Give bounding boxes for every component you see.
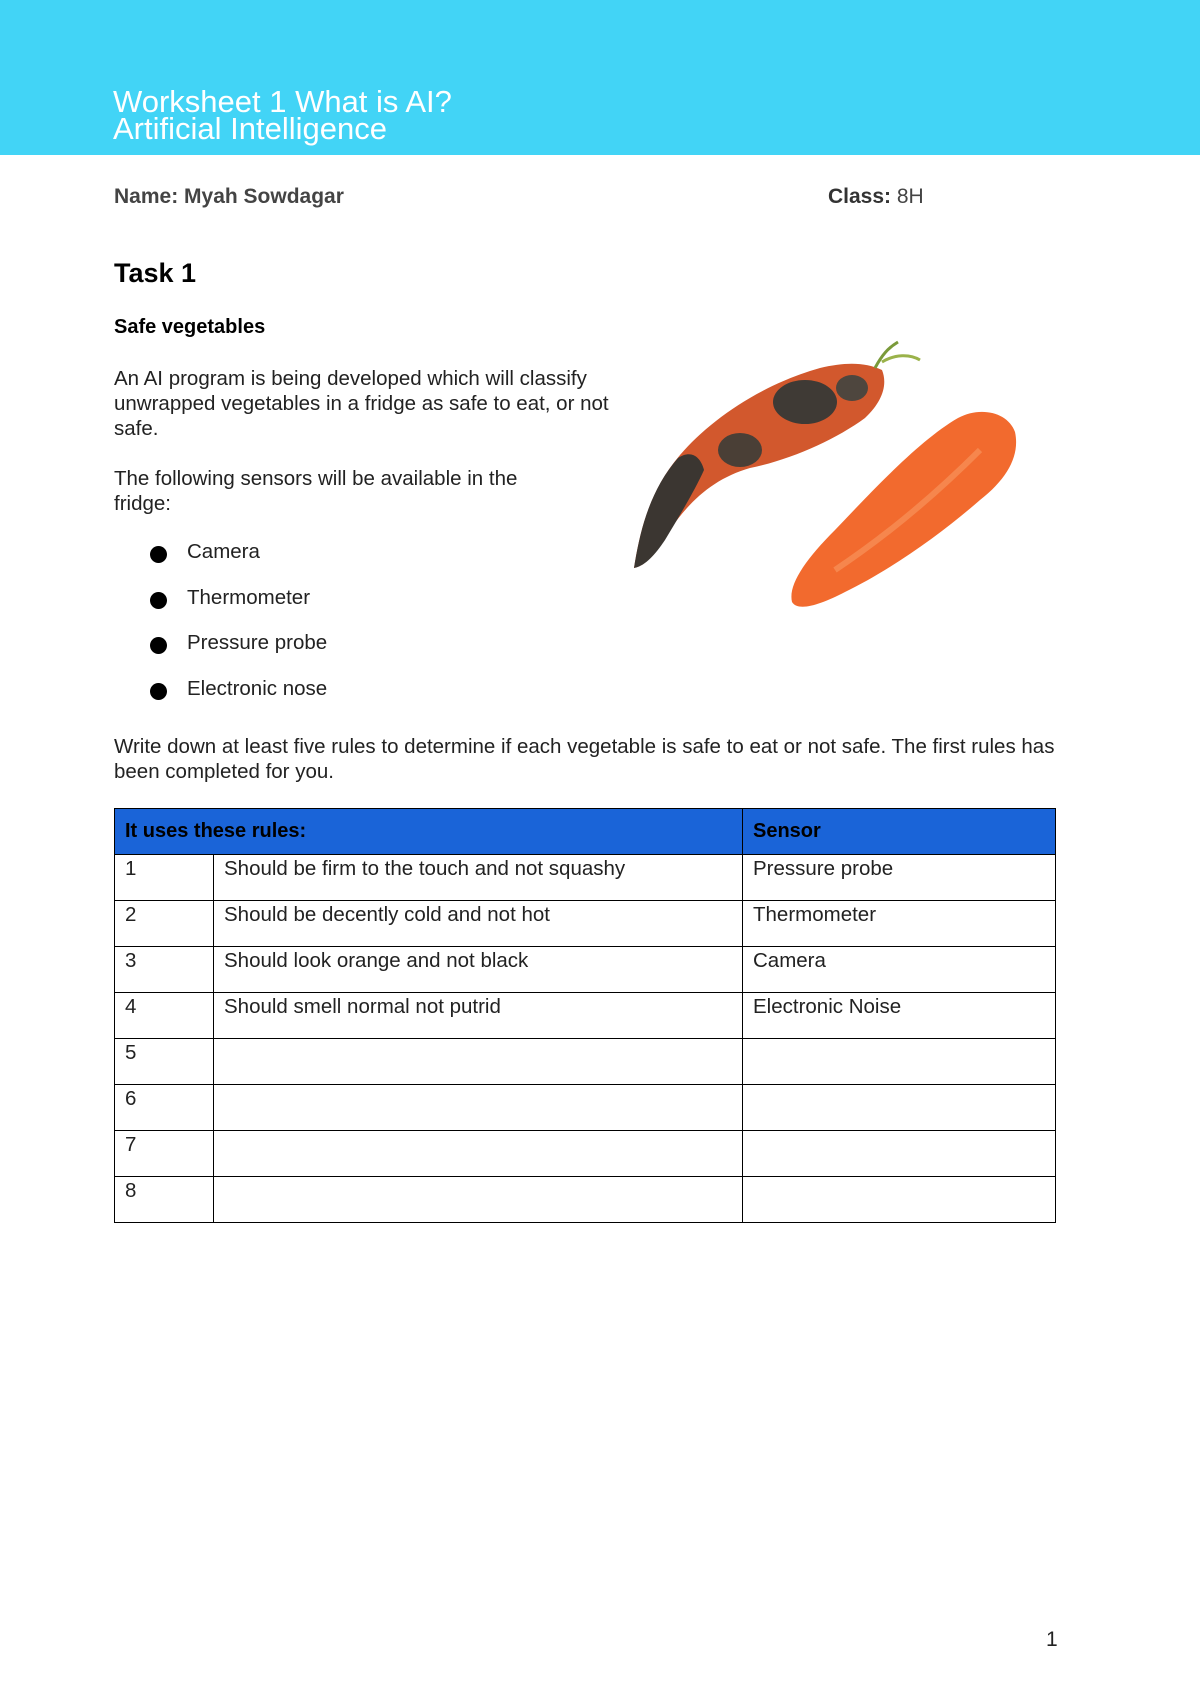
sensor-cell[interactable]: Electronic Noise (743, 993, 1056, 1039)
sensor-label: Electronic nose (187, 676, 328, 700)
table-row (115, 947, 1056, 993)
row-number: 5 (115, 1039, 214, 1085)
class-value: 8H (896, 185, 924, 208)
sensor-cell[interactable] (743, 1131, 1056, 1177)
sensor-list-item (150, 540, 327, 586)
worksheet-subtitle: Artificial Intelligence (113, 111, 387, 146)
row-number: 3 (115, 947, 214, 993)
sensors-intro-paragraph: The following sensors will be available in the fridge: (114, 467, 518, 515)
table-row (115, 1131, 1056, 1177)
rule-cell[interactable] (214, 1177, 743, 1223)
row-number: 6 (115, 1085, 214, 1131)
sensor-cell[interactable]: Camera (743, 947, 1056, 993)
sensor-cell[interactable] (743, 1177, 1056, 1223)
sensor-list-item (150, 631, 327, 677)
sensor-cell[interactable] (743, 1085, 1056, 1131)
carrots-image (620, 340, 1030, 630)
sensor-list (150, 540, 327, 722)
rule-cell[interactable]: Should be firm to the touch and not squashy (214, 855, 743, 901)
row-number: 7 (115, 1131, 214, 1177)
bullet-icon (150, 592, 167, 609)
worksheet-title: Worksheet 1 What is AI? (113, 84, 452, 119)
sensor-column-header: Sensor (743, 809, 1056, 855)
sensor-cell[interactable] (743, 1039, 1056, 1085)
rule-cell[interactable]: Should be decently cold and not hot (214, 901, 743, 947)
table-row (115, 1039, 1056, 1085)
table-row (115, 1177, 1056, 1223)
table-row (115, 1085, 1056, 1131)
task-title: Task 1 (114, 258, 197, 288)
rules-table (114, 808, 1056, 1223)
class-label: Class: (828, 185, 892, 208)
rule-cell[interactable]: Should look orange and not black (214, 947, 743, 993)
row-number: 4 (115, 993, 214, 1039)
sensor-list-item (150, 677, 327, 723)
row-number: 1 (115, 855, 214, 901)
bullet-icon (150, 637, 167, 654)
bullet-icon (150, 546, 167, 563)
row-number: 2 (115, 901, 214, 947)
rules-column-header: It uses these rules: (115, 809, 743, 855)
table-row (115, 855, 1056, 901)
table-row (115, 993, 1056, 1039)
rule-cell[interactable] (214, 1085, 743, 1131)
rule-cell[interactable] (214, 1039, 743, 1085)
sensor-cell[interactable]: Pressure probe (743, 855, 1056, 901)
bullet-icon (150, 683, 167, 700)
sensor-list-item (150, 586, 327, 632)
sensor-label: Thermometer (187, 585, 311, 609)
section-title: Safe vegetables (114, 316, 266, 338)
rule-cell[interactable] (214, 1131, 743, 1177)
sensor-label: Pressure probe (187, 631, 328, 654)
table-header-row (115, 809, 1056, 855)
class-field (828, 185, 924, 209)
table-row (115, 901, 1056, 947)
sensor-cell[interactable]: Thermometer (743, 901, 1056, 947)
student-name: Name: Myah Sowdagar (114, 185, 344, 208)
instructions-paragraph: Write down at least five rules to determine if each vegetable is safe to eat or not safe. The first rules has been completed for you. (114, 735, 1055, 783)
page-number: 1 (1046, 1628, 1058, 1651)
sensor-label: Camera (187, 540, 260, 563)
rule-cell[interactable]: Should smell normal not putrid (214, 993, 743, 1039)
row-number: 8 (115, 1177, 214, 1223)
intro-paragraph: An AI program is being developed which will classify unwrapped vegetables in a fridge as safe to eat, or not safe. (114, 367, 609, 440)
